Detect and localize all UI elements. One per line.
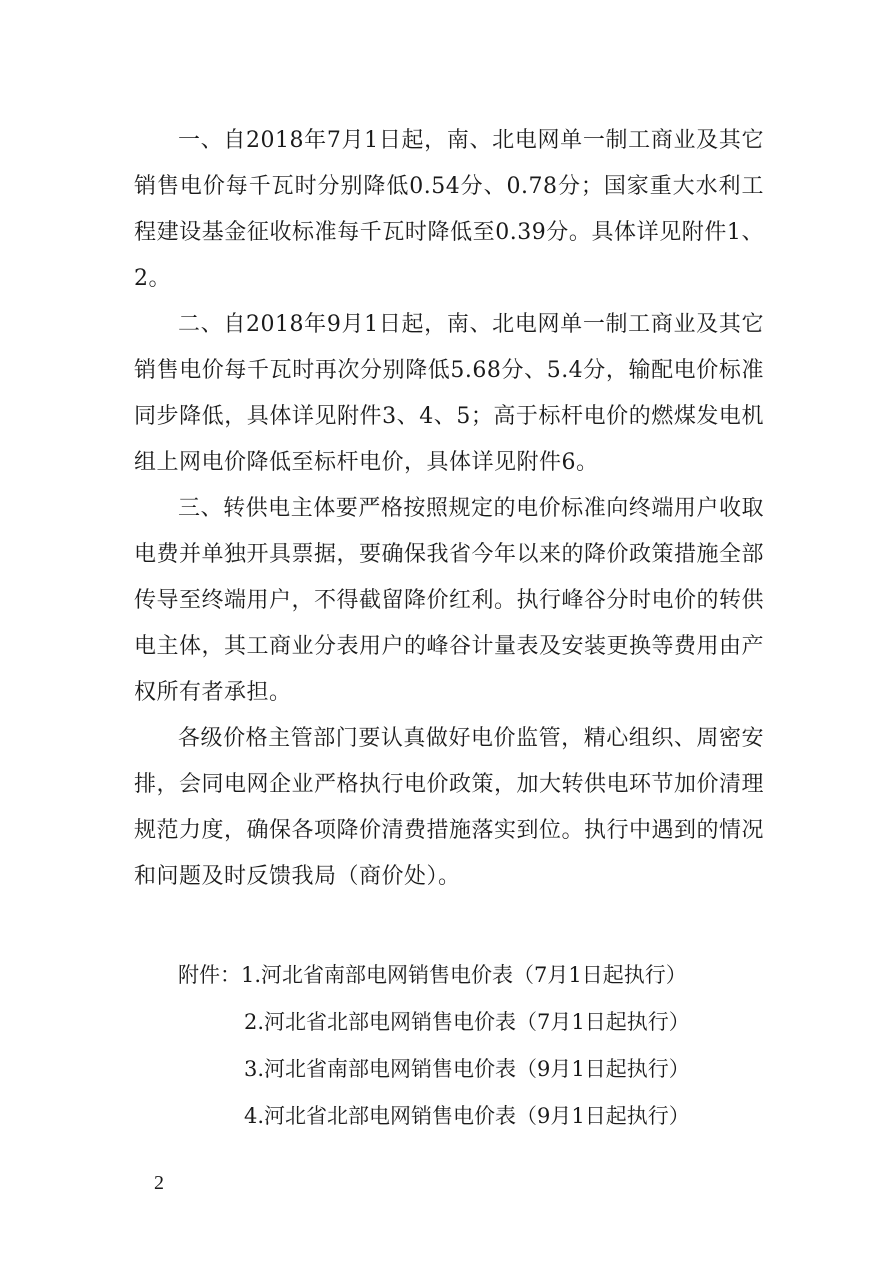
- attachment-item: 1.河北省南部电网销售电价表（7月1日起执行）: [241, 963, 687, 987]
- paragraph-item-1: 一、自2018年7月1日起，南、北电网单一制工商业及其它销售电价每千瓦时分别降低0.54分、0.78分；国家重大水利工程建设基金征收标准每千瓦时降低至0.39分。具体详见附件1、2。: [134, 128, 764, 291]
- page-number: 2: [154, 1172, 164, 1194]
- paragraph-item-3: 三、转供电主体要严格按照规定的电价标准向终端用户收取电费并单独开具票据，要确保我省今年以来的降价政策措施全部传导至终端用户，不得截留降价红利。执行峰谷分时电价的转供电主体，其工商业分表用户的峰谷计量表及安装更换等费用由产权所有者承担。: [134, 496, 765, 705]
- paragraph-item-2: 二、自2018年9月1日起，南、北电网单一制工商业及其它销售电价每千瓦时再次分别降低5.68分、5.4分，输配电价标准同步降低，具体详见附件3、4、5；高于标杆电价的燃煤发电机组上网电价降低至标杆电价，具体详见附件6。: [134, 312, 764, 475]
- attachments-label: 附件：: [178, 963, 241, 987]
- paragraph-closing: 各级价格主管部门要认真做好电价监管，精心组织、周密安排，会同电网企业严格执行电价政策，加大转供电环节加价清理规范力度，确保各项降价清费措施落实到位。执行中遇到的情况和问题及时反馈我局（商价处）。: [134, 726, 765, 889]
- attachment-row-1: [178, 952, 778, 999]
- attachment-item: 3.河北省南部电网销售电价表（9月1日起执行）: [244, 1057, 690, 1081]
- attachment-item: 2.河北省北部电网销售电价表（7月1日起执行）: [244, 1010, 690, 1034]
- document-body: [134, 118, 764, 900]
- attachment-item: 4.河北省北部电网销售电价表（9月1日起执行）: [244, 1104, 690, 1128]
- attachments-list: [178, 952, 778, 1140]
